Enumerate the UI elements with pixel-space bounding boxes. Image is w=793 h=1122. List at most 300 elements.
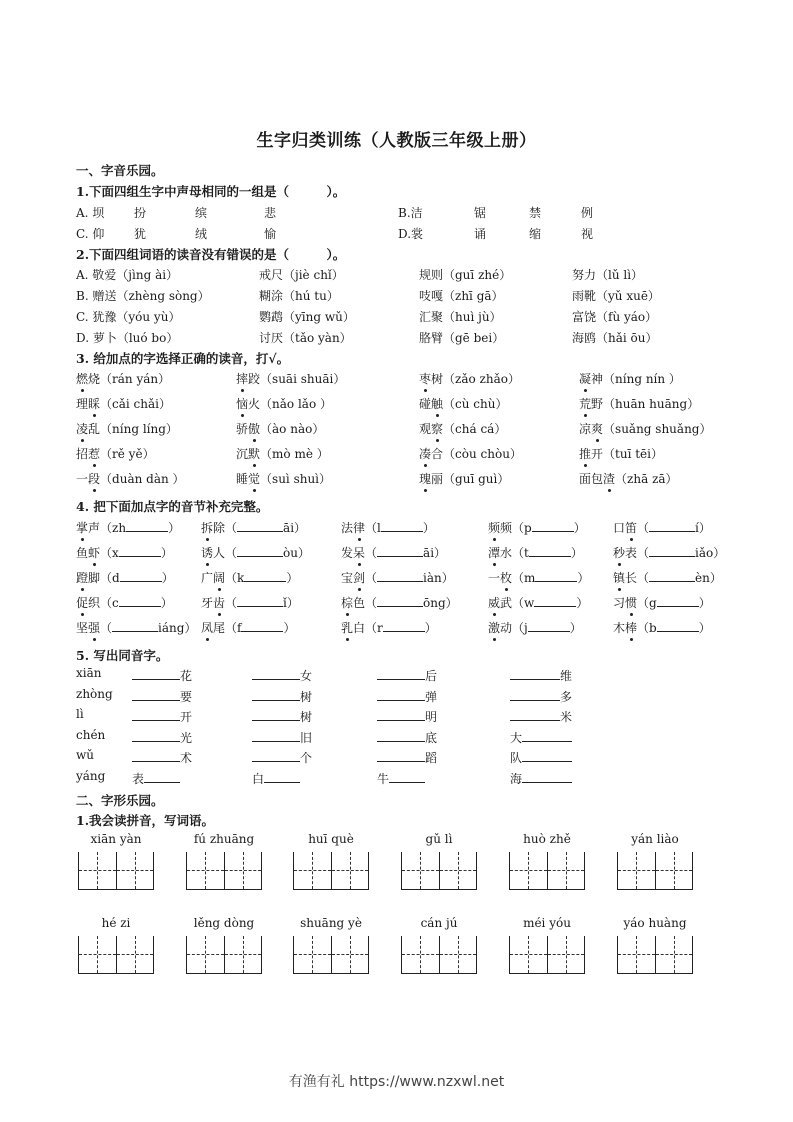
syllable-suffix: ）	[286, 571, 299, 585]
homophone-item	[252, 666, 312, 684]
q2-row	[76, 329, 726, 349]
given-char: 多	[560, 689, 573, 704]
writing-box[interactable]	[293, 852, 331, 890]
homophone-item	[510, 707, 572, 725]
q3-row	[76, 395, 726, 415]
q5-row	[76, 728, 726, 748]
option-text: 绒	[195, 227, 208, 241]
given-char: 光	[180, 730, 193, 745]
writing-box[interactable]	[186, 852, 224, 890]
option-text: 雨靴（yǔ xuē）	[572, 289, 660, 303]
option-text: 胳臂（gē bei）	[419, 331, 505, 345]
q4-item	[613, 618, 711, 636]
q4-row	[76, 593, 726, 613]
pinyin-choices: （cǎi chǎi）	[100, 397, 172, 411]
q3-item	[579, 370, 681, 387]
q4-row	[76, 568, 726, 588]
answer-blank[interactable]	[529, 543, 571, 557]
pinyin-choices: （suǎng shuǎng）	[603, 422, 712, 436]
given-char: 蹈	[425, 751, 438, 765]
writing-box[interactable]	[655, 852, 693, 890]
q3-item	[419, 395, 507, 412]
option-text: 犹	[134, 227, 147, 241]
answer-blank[interactable]	[241, 618, 283, 632]
homophone-item	[132, 769, 180, 787]
syllable-prefix: （p	[512, 521, 532, 535]
writing-box[interactable]	[439, 936, 477, 974]
answer-blank[interactable]	[377, 666, 425, 680]
answer-blank[interactable]	[534, 593, 576, 607]
answer-blank[interactable]	[244, 568, 286, 582]
syllable-prefix: （j	[512, 621, 528, 635]
word: 碰触	[419, 397, 444, 411]
writing-box[interactable]	[617, 936, 655, 974]
q2-row	[76, 287, 726, 307]
writing-box[interactable]	[331, 936, 369, 974]
answer-blank[interactable]	[252, 687, 300, 701]
answer-blank[interactable]	[252, 666, 300, 680]
homophone-item	[510, 666, 572, 684]
word: 荒野	[579, 397, 604, 411]
answer-blank[interactable]	[532, 518, 574, 532]
given-char: 开	[180, 710, 193, 724]
pinyin-choices: （suì shuì）	[260, 472, 332, 486]
syllable-suffix: ）	[569, 621, 582, 635]
answer-blank[interactable]	[522, 748, 572, 762]
answer-blank[interactable]	[522, 728, 572, 742]
given-char: 花	[180, 669, 193, 683]
option-text: B. 赠送（zhèng sòng）	[76, 289, 210, 303]
answer-blank[interactable]	[132, 687, 180, 701]
given-char: 要	[180, 689, 193, 704]
syllable-prefix: （m	[512, 571, 536, 585]
homophone-item	[132, 666, 192, 684]
word: 鱼虾	[76, 546, 101, 560]
answer-blank[interactable]	[528, 618, 570, 632]
q3-item	[236, 445, 329, 462]
q4-item	[201, 618, 296, 636]
answer-blank[interactable]	[383, 618, 425, 632]
syllable-suffix: ōng）	[423, 596, 458, 610]
pinyin-label: wǔ	[76, 748, 94, 762]
syllable-prefix: （	[637, 546, 650, 560]
q4-item	[76, 568, 174, 586]
option-text: C. 犹豫（yóu yù）	[76, 310, 181, 324]
writing-box[interactable]	[331, 852, 369, 890]
syllable-suffix: ǐ）	[283, 596, 299, 610]
answer-blank[interactable]	[237, 518, 283, 532]
tianzige-grid[interactable]	[78, 936, 154, 974]
answer-blank[interactable]	[112, 618, 158, 632]
homophone-item	[510, 687, 572, 705]
q3-item	[419, 420, 506, 437]
word: 坚强	[76, 621, 101, 635]
q4-item	[613, 568, 722, 586]
syllable-suffix: òu）	[283, 546, 311, 560]
word: 枣树	[419, 372, 444, 386]
word: 凉爽	[579, 422, 604, 436]
option-text: C. 仰	[76, 227, 105, 241]
option-text: 讨厌（tǎo yàn）	[259, 331, 352, 345]
q5-row	[76, 707, 726, 727]
writing-box[interactable]	[116, 852, 154, 890]
answer-blank[interactable]	[126, 518, 168, 532]
pinyin-prompt: fú zhuāng	[193, 832, 255, 846]
syllable-prefix: （zh	[100, 521, 127, 535]
option-text: 诵	[474, 227, 487, 241]
writing-box[interactable]	[293, 936, 331, 974]
option-text: D.裳	[398, 227, 424, 241]
option-text: 愉	[264, 227, 277, 241]
option-text: 悲	[264, 206, 277, 220]
q3-item	[236, 370, 345, 387]
writing-box[interactable]	[116, 936, 154, 974]
option-text: 汇聚（huì jù）	[419, 310, 502, 324]
answer-blank[interactable]	[377, 748, 425, 762]
pinyin-choices: （zǎo zhǎo）	[443, 372, 520, 386]
answer-blank[interactable]	[132, 666, 180, 680]
writing-box[interactable]	[547, 852, 585, 890]
word: 秒表	[613, 546, 638, 560]
tianzige-grid[interactable]	[78, 852, 154, 890]
pinyin-prompt: hé zi	[101, 916, 131, 930]
pinyin-prompt: shuāng yè	[300, 916, 362, 930]
q3-item	[236, 420, 324, 437]
q4-row	[76, 543, 726, 563]
word: 睡觉	[236, 472, 261, 486]
pinyin-prompt: yáo huàng	[623, 916, 687, 930]
tianzige-grid[interactable]	[509, 936, 585, 974]
q3-item	[76, 370, 170, 387]
q4-item	[76, 518, 180, 536]
homophone-item	[510, 748, 572, 766]
given-char: 维	[560, 669, 573, 683]
syllable-suffix: ）	[698, 596, 711, 610]
q5-row	[76, 769, 726, 789]
tianzige-grid[interactable]	[293, 852, 369, 890]
option-text: 吱嘎（zhī gā）	[419, 289, 504, 303]
given-char: 牛	[377, 771, 390, 786]
option-text: D. 萝卜（luó bo）	[76, 331, 179, 345]
answer-blank[interactable]	[120, 568, 162, 582]
q3-item	[579, 395, 699, 412]
q4-item	[341, 518, 435, 536]
given-char: 海	[510, 771, 523, 786]
answer-blank[interactable]	[119, 543, 161, 557]
writing-box[interactable]	[78, 936, 116, 974]
homophone-item	[377, 748, 437, 766]
pinyin-choices: （còu chòu）	[443, 447, 522, 461]
writing-box[interactable]	[224, 852, 262, 890]
syllable-prefix: （d	[100, 571, 120, 585]
q5-row	[76, 666, 726, 686]
syllable-prefix: （	[365, 546, 378, 560]
answer-blank[interactable]	[377, 568, 423, 582]
answer-blank[interactable]	[252, 707, 300, 721]
pinyin-label: zhòng	[76, 686, 113, 701]
q3-item	[76, 445, 155, 462]
page-title: 生字归类训练（人教版三年级上册）	[256, 131, 537, 151]
q3-row	[76, 370, 726, 390]
q4-item	[488, 618, 582, 636]
option-text: 糊涂（hú tu）	[259, 289, 339, 303]
syllable-prefix: （k	[225, 571, 245, 585]
homophone-item	[132, 728, 192, 746]
writing-box[interactable]	[224, 936, 262, 974]
homophone-item	[510, 728, 572, 746]
homophone-item	[377, 687, 437, 705]
given-char: 旧	[300, 730, 313, 745]
tianzige-grid[interactable]	[617, 936, 693, 974]
word: 牙齿	[201, 596, 226, 610]
option-text: 努力（lǔ lì）	[572, 268, 644, 282]
answer-blank[interactable]	[381, 518, 423, 532]
given-char: 树	[300, 710, 313, 724]
pinyin-choices: （duàn dàn ）	[100, 472, 185, 486]
q4-item	[201, 593, 299, 611]
answer-blank[interactable]	[510, 707, 560, 721]
q4-row	[76, 618, 726, 638]
syllable-suffix: ）	[573, 521, 586, 535]
pinyin-prompt: cán jú	[420, 916, 458, 930]
q3-row	[76, 470, 726, 490]
syllable-prefix: （	[100, 621, 113, 635]
word: 镇长	[613, 571, 638, 585]
word: 骄傲	[236, 422, 261, 436]
q3-item	[76, 395, 171, 412]
syllable-prefix: （b	[637, 621, 657, 635]
answer-blank[interactable]	[657, 593, 699, 607]
answer-blank[interactable]	[377, 687, 425, 701]
word: 面包渣	[579, 472, 616, 486]
word: 凌乱	[76, 422, 101, 436]
word: 凑合	[419, 447, 444, 461]
syllable-suffix: ）	[160, 596, 173, 610]
answer-blank[interactable]	[237, 593, 283, 607]
q5-row	[76, 687, 726, 707]
writing-box[interactable]	[509, 936, 547, 974]
tianzige-grid[interactable]	[617, 852, 693, 890]
word: 发呆	[341, 546, 366, 560]
pinyin-choices: （chá cá）	[443, 422, 507, 436]
word: 拆除	[201, 521, 226, 535]
q3-item	[579, 420, 711, 437]
syllable-suffix: āi）	[283, 521, 307, 535]
q4-item	[613, 543, 725, 561]
pinyin-prompt: yán liào	[631, 832, 679, 846]
q4-item	[76, 543, 173, 561]
q5-row	[76, 748, 726, 768]
q4-item	[341, 568, 454, 586]
syllable-suffix: iǎo）	[695, 546, 726, 560]
answer-blank[interactable]	[510, 666, 560, 680]
pinyin-label: lì	[76, 707, 84, 721]
given-char: 女	[300, 669, 313, 683]
writing-box[interactable]	[617, 852, 655, 890]
q4-item	[613, 593, 711, 611]
word: 诱人	[201, 546, 226, 560]
syllable-prefix: （	[225, 596, 238, 610]
footer-watermark: 有渔有礼 https://www.nzxwl.net	[288, 1074, 505, 1090]
option-text: 富饶（fù yáo）	[572, 310, 658, 324]
section-1-heading: 一、字音乐园。	[76, 163, 164, 178]
given-char: 队	[510, 751, 523, 765]
writing-box[interactable]	[78, 852, 116, 890]
writing-box[interactable]	[509, 852, 547, 890]
given-char: 后	[425, 669, 438, 683]
tianzige-grid[interactable]	[293, 936, 369, 974]
syllable-prefix: （	[637, 571, 650, 585]
pinyin-choices: （huān huāng）	[603, 397, 700, 411]
writing-box[interactable]	[186, 936, 224, 974]
syllable-suffix: í）	[695, 521, 711, 535]
tianzige-grid[interactable]	[509, 852, 585, 890]
syllable-prefix: （	[365, 571, 378, 585]
q4-item	[488, 568, 589, 586]
word: 宝剑	[341, 571, 366, 585]
answer-blank[interactable]	[377, 707, 425, 721]
pinyin-prompt: xiān yàn	[90, 832, 142, 846]
word: 蹬脚	[76, 571, 101, 585]
q2-row	[76, 266, 726, 286]
q3-item	[236, 395, 332, 412]
answer-blank[interactable]	[264, 769, 300, 783]
answer-blank[interactable]	[657, 618, 699, 632]
answer-blank[interactable]	[649, 518, 695, 532]
q5-title: 5. 写出同音字。	[76, 648, 169, 663]
pinyin-choices: （nǎo lǎo ）	[260, 397, 332, 411]
writing-box[interactable]	[655, 936, 693, 974]
homophone-item	[252, 769, 300, 787]
answer-blank[interactable]	[252, 748, 300, 762]
pinyin-prompt: huò zhě	[523, 832, 571, 846]
answer-blank[interactable]	[132, 728, 180, 742]
tianzige-grid[interactable]	[401, 852, 477, 890]
pinyin-choices: （ào nào）	[260, 422, 325, 436]
syllable-suffix: ）	[161, 571, 174, 585]
syllable-prefix: （r	[365, 621, 383, 635]
answer-blank[interactable]	[510, 687, 560, 701]
homophone-item	[132, 748, 192, 766]
pinyin-choices: （guī guì）	[443, 472, 510, 486]
q4-item	[488, 518, 586, 536]
homophone-item	[377, 769, 425, 787]
word: 潭水	[488, 546, 513, 560]
syllable-suffix: iàn）	[423, 571, 454, 585]
word: 凝神	[579, 372, 604, 386]
given-char: 明	[425, 710, 438, 724]
word: 恼火	[236, 397, 261, 411]
writing-box[interactable]	[401, 852, 439, 890]
option-text: A. 坝	[76, 206, 105, 220]
syllable-suffix: ）	[570, 546, 583, 560]
option-text: 例	[581, 206, 594, 220]
word: 威武	[488, 596, 513, 610]
word: 频频	[488, 521, 513, 535]
answer-blank[interactable]	[522, 769, 572, 783]
homophone-item	[252, 728, 312, 746]
word: 木棒	[613, 621, 638, 635]
word: 一枚	[488, 571, 513, 585]
writing-box[interactable]	[401, 936, 439, 974]
answer-blank[interactable]	[649, 543, 695, 557]
given-char: 大	[510, 730, 523, 745]
syllable-prefix: （c	[100, 596, 119, 610]
answer-blank[interactable]	[377, 593, 423, 607]
syllable-prefix: （w	[512, 596, 535, 610]
word: 一段	[76, 472, 101, 486]
pinyin-choices: （tuī tēi）	[603, 447, 663, 461]
word: 燃烧	[76, 372, 101, 386]
answer-blank[interactable]	[132, 748, 180, 762]
answer-blank[interactable]	[535, 568, 577, 582]
answer-blank[interactable]	[237, 543, 283, 557]
word: 乳白	[341, 621, 366, 635]
word: 推开	[579, 447, 604, 461]
answer-blank[interactable]	[377, 543, 423, 557]
writing-box[interactable]	[439, 852, 477, 890]
homophone-item	[132, 707, 192, 725]
syllable-prefix: （t	[512, 546, 529, 560]
answer-blank[interactable]	[389, 769, 425, 783]
option-text: 缩	[529, 227, 542, 241]
option-text: 扮	[134, 206, 147, 220]
answer-blank[interactable]	[119, 593, 161, 607]
q3-title: 3. 给加点的字选择正确的读音，打√。	[76, 351, 290, 366]
q3-row	[76, 420, 726, 440]
tianzige-grid[interactable]	[401, 936, 477, 974]
pinyin-prompt: méi yóu	[523, 916, 571, 930]
pinyin-label: chén	[76, 727, 106, 742]
q3-item	[419, 370, 520, 387]
pinyin-prompt: gǔ lì	[425, 832, 453, 846]
option-text: 视	[581, 227, 594, 241]
q4-item	[76, 618, 196, 636]
syllable-prefix: （	[225, 546, 238, 560]
q4-item	[341, 618, 437, 636]
syllable-suffix: ）	[160, 546, 173, 560]
answer-blank[interactable]	[144, 769, 180, 783]
option-text: 海鸥（hǎi ōu）	[572, 331, 658, 345]
q3-item	[419, 470, 509, 487]
q3-item	[579, 470, 678, 487]
tianzige-grid[interactable]	[186, 852, 262, 890]
syllable-suffix: èn）	[695, 571, 722, 585]
q4-item	[76, 593, 173, 611]
homophone-item	[252, 687, 312, 705]
q4-item	[341, 543, 446, 561]
syllable-suffix: ）	[424, 621, 437, 635]
syllable-prefix: （	[637, 521, 650, 535]
writing-box[interactable]	[547, 936, 585, 974]
q3-row	[76, 445, 726, 465]
given-char: 底	[425, 730, 438, 745]
answer-blank[interactable]	[377, 728, 425, 742]
answer-blank[interactable]	[649, 568, 695, 582]
pinyin-label: yáng	[76, 768, 106, 783]
q3-item	[419, 445, 522, 462]
tianzige-grid[interactable]	[186, 936, 262, 974]
syllable-prefix: （	[365, 596, 378, 610]
option-text: B.洁	[398, 206, 423, 220]
answer-blank[interactable]	[132, 707, 180, 721]
section-2-heading: 二、字形乐园。	[76, 793, 164, 808]
option-text: 禁	[529, 206, 542, 220]
pinyin-choices: （níng nín ）	[603, 372, 681, 386]
given-char: 白	[252, 771, 265, 786]
option-text: 规则（guī zhé）	[419, 268, 512, 282]
answer-blank[interactable]	[252, 728, 300, 742]
